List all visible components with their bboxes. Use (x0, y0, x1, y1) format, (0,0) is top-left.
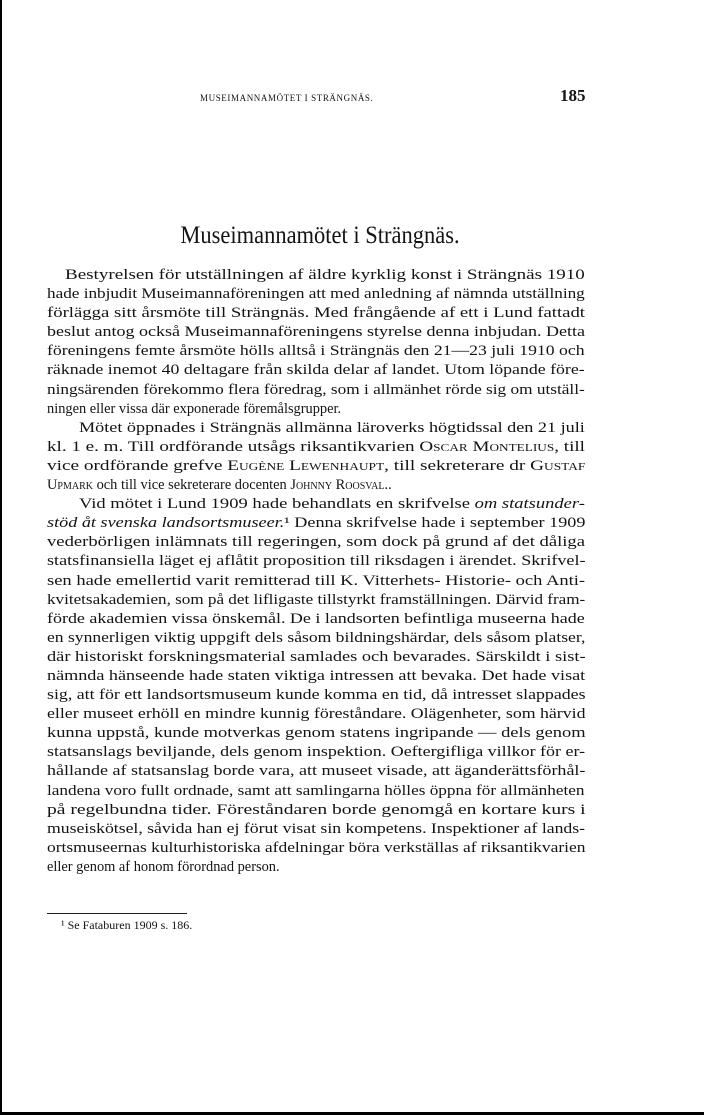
person-name: Gustaf (530, 457, 586, 474)
text-line (47, 648, 585, 667)
text-line (47, 667, 585, 686)
text-run: museiskötsel, såvida han ej förut visat sin kompetens. Inspektioner af lands- (47, 820, 586, 837)
text-run: ningen eller vissa där exponerade föremålsgrupper. (47, 400, 342, 417)
page-scan-edge-left (0, 0, 2, 1115)
footnote (47, 917, 585, 933)
article-title: Museimannamötet i Strängnäs. (180, 222, 460, 249)
text-run: vice ordförande grefve (47, 457, 228, 474)
text-run: förde akademien vissa önskemål. De i landsorten befintliga museerna hade (47, 610, 585, 627)
italic-title: stöd åt svenska landsortsmuseer. (47, 515, 285, 532)
text-line (47, 591, 585, 610)
text-run: kvitetsakademien, som på det lifligaste tillstyrkt framställningen. Därvid fram- (47, 591, 586, 608)
text-run: landena voro fullt ordnade, samt att samlingarna hölles öppna för allmänheten (47, 782, 585, 799)
text-line (47, 323, 585, 342)
text-line (47, 724, 585, 743)
text-run: där historiskt forskningsmaterial samlades och bevarades. Särskildt i sist- (47, 648, 586, 665)
text-line (47, 801, 585, 820)
text-run: statsanslags beviljande, dels genom inspektion. Oeftergifliga villkor för er- (47, 744, 586, 761)
text-line (47, 285, 585, 304)
text-line (47, 743, 585, 762)
text-line (47, 438, 585, 457)
article-body (47, 266, 585, 877)
text-run: och till vice sekreterare docenten (92, 477, 291, 494)
text-line (47, 533, 585, 552)
text-run: statsfinansiella läget ej aflåtit proposition till riksdagen i ärendet. Skrifvel- (47, 553, 586, 570)
text-run: kunna uppstå, kunde motverkas genom statens ingripande — dels genom (47, 725, 586, 742)
text-run: eller genom af honom förordnad person. (47, 858, 280, 875)
text-run: , till sekreterare dr (384, 457, 531, 474)
text-run: Bestyrelsen för utställningen af äldre kyrklig konst i Strängnäs 1910 (65, 267, 585, 283)
text-run: eller museet erhöll en mindre kunnig föreståndare. Olägenheter, som härvid (47, 706, 586, 723)
text-run: på regelbundna tider. Föreståndaren borde genomgå en kortare kurs i (47, 801, 586, 818)
text-line (47, 361, 585, 380)
text-line (47, 457, 585, 476)
text-run: Vid mötet i Lund 1909 hade behandlats en skrifvelse (79, 496, 475, 513)
text-run: ¹ Denna skrifvelse hade i september 1909 (284, 515, 586, 532)
text-run: hållande af statsanslag borde vara, att museet visade, att äganderättsförhål- (47, 763, 586, 780)
text-line (47, 839, 585, 858)
text-run: en synnerligen viktig uppgift dels såsom bildningshärdar, dels såsom platser, (47, 629, 586, 646)
italic-title: om statsunder- (474, 496, 585, 513)
text-run: hade inbjudit Museimannaföreningen att med anledning af nämnda utställning (47, 286, 585, 303)
text-run: , till (554, 438, 585, 455)
text-line (47, 495, 585, 514)
person-name: Johnny Roosval (290, 477, 385, 494)
text-line (47, 782, 585, 801)
text-run: beslut antog också Museimannaföreningens styrelse denna inbjudan. Detta (47, 324, 586, 341)
text-line (47, 705, 585, 724)
text-run: kl. 1 e. m. Till ordförande utsågs riksantikvarien (47, 438, 420, 455)
text-line (47, 610, 585, 629)
text-run: förlägga sitt årsmöte till Strängnäs. Med frångående af ett i Lund fattadt (47, 305, 585, 322)
text-line (47, 858, 585, 877)
text-run: sen hade emellertid varit remitterad till K. Vitterhets- Historie- och Anti- (47, 572, 586, 589)
text-run: .. (384, 477, 392, 494)
text-run: räknade inemot 40 deltagare från skilda delar af landet. Utom löpande före- (47, 362, 585, 379)
text-line (47, 572, 585, 591)
text-line (47, 552, 585, 571)
footnote-rule (47, 913, 187, 914)
text-line (47, 304, 585, 323)
person-name: Eugène Lewenhaupt (227, 457, 385, 474)
text-run: sig, att för ett landsortsmuseum kunde komma en tid, då intresset slappades (47, 687, 586, 704)
text-run: föreningens femte årsmöte hölls alltså i Strängnäs den 21—23 juli 1910 och (47, 343, 585, 360)
text-run: ¹ Se Fataburen 1909 s. 186. (61, 918, 193, 932)
text-line (47, 514, 585, 533)
person-name: Upmark (47, 477, 93, 494)
text-line (47, 400, 585, 419)
text-line (47, 820, 585, 839)
text-line (47, 629, 585, 648)
text-run: ningsärenden förekommo flera föredrag, som i allmänhet rörde sig om utställ- (47, 381, 585, 398)
running-head: MUSEIMANNAMÖTET I STRÄNGNÄS. (200, 93, 374, 103)
text-run: ortsmuseernas kulturhistoriska afdelningar böra verkställas af riksantikvarien (47, 839, 586, 856)
text-run: vederbörligen inlämnats till regeringen, som dock på grund af det dåliga (47, 534, 586, 551)
text-run: Mötet öppnades i Strängnäs allmänna läroverks högtidssal den 21 juli (79, 419, 585, 436)
footnote-line (47, 917, 585, 933)
text-line (47, 686, 585, 705)
text-line (47, 419, 585, 438)
text-line (47, 762, 585, 781)
person-name: Oscar Montelius (419, 438, 555, 455)
page-number: 185 (560, 86, 586, 105)
text-line (47, 476, 585, 495)
text-line (47, 266, 585, 285)
text-line (47, 381, 585, 400)
text-run: nämnda hänseende hade staten viktiga intressen att bevaka. Det hade visat (47, 667, 586, 684)
text-line (47, 342, 585, 361)
